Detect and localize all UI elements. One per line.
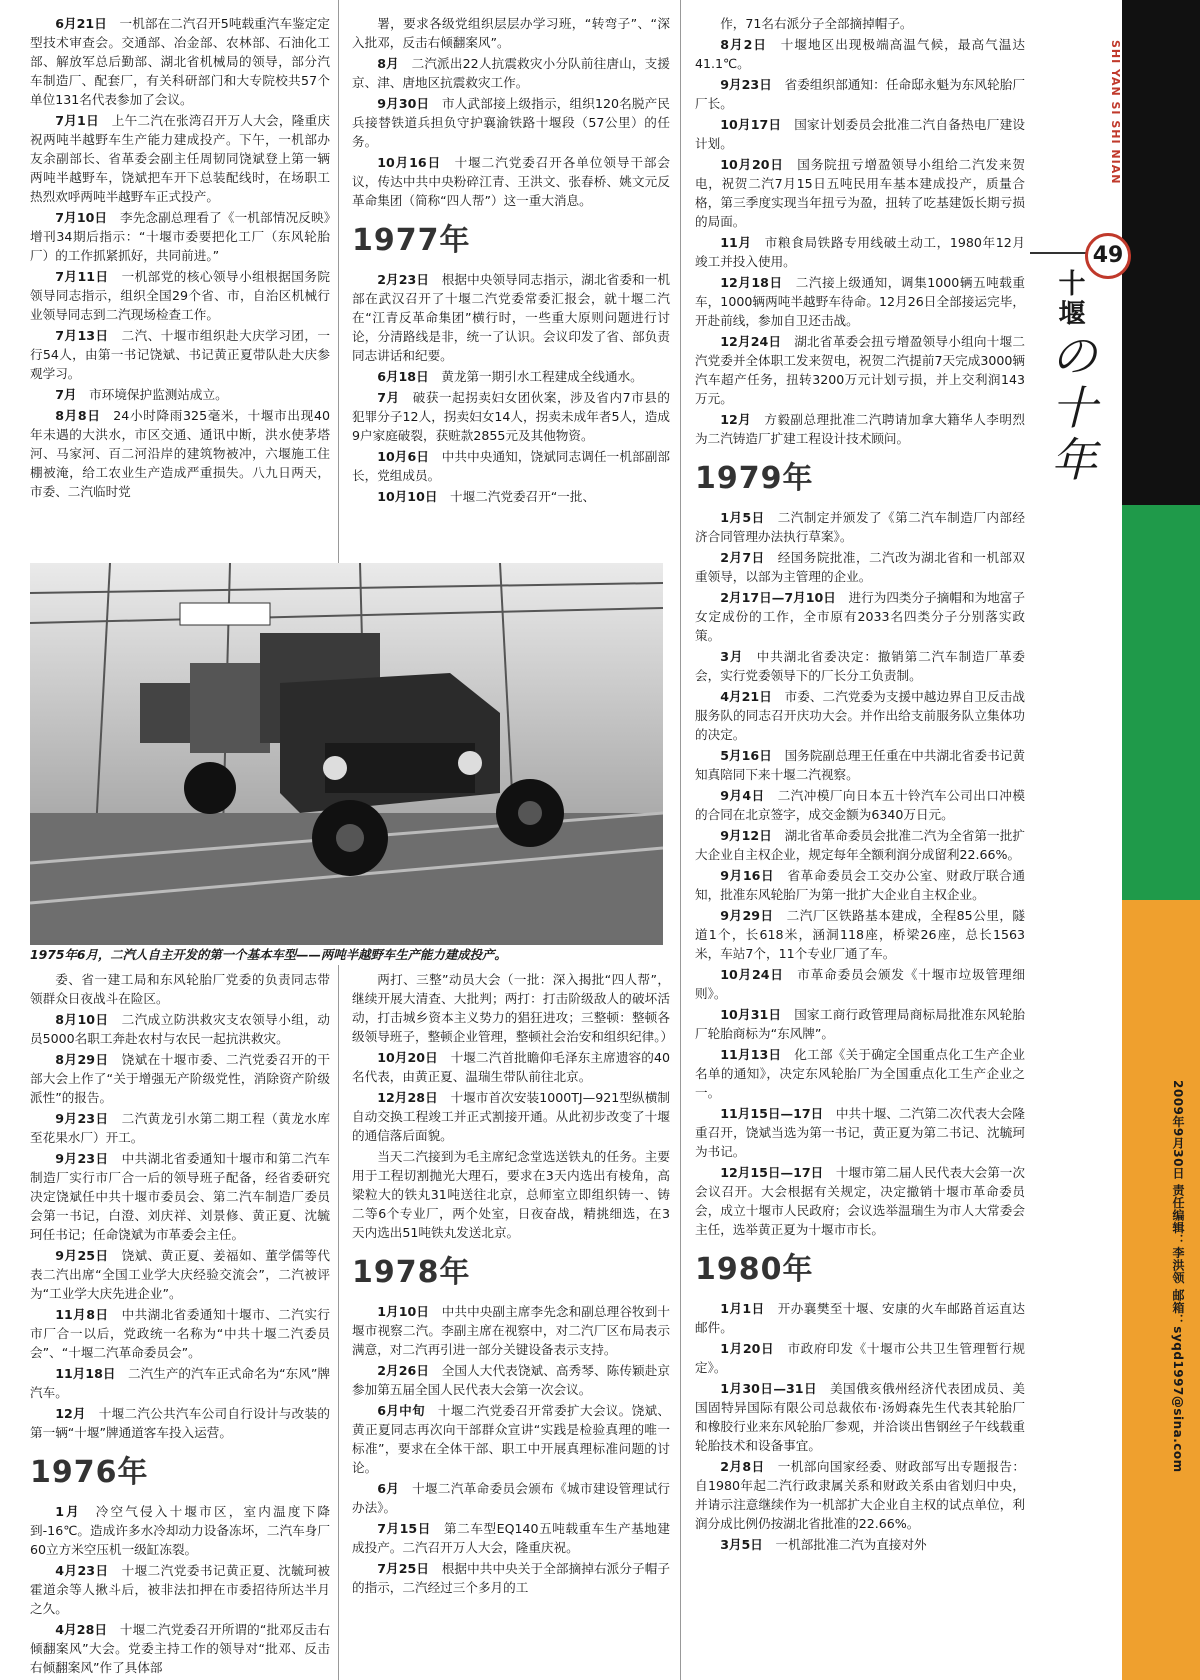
- entry-text: 当天二汽接到为毛主席纪念堂选送铁丸的任务。主要用于工程切割抛光大理石，要求在3天内选出有棱角，高梁粒大的铁丸31吨送往北京，总师室立即组织铸一、铸二等6个专业厂，两个处室，日夜奋战，精挑细选，在3天内选出51吨铁丸发送北京。: [352, 1149, 670, 1240]
- entry-text: 上午二汽在张湾召开万人大会，隆重庆祝两吨半越野车生产能力建成投产。下午，一机部办友余副部长、省革委会副主任周韧同饶斌登上第一辆两吨半越野车，饶斌把车开下总装配线时，在场职工热烈欢呼两吨半越野车正式投产。: [30, 113, 331, 204]
- entry-text: 十堰市第二届人民代表大会第一次会议召开。大会根据有关规定，决定撤销十堰市革命委员会，成立十堰市人民政府；会议选举温瑞生为市人大常委会主任，选举黄正夏为十堰市市长。: [695, 1165, 1026, 1237]
- entry-text: 饶斌在十堰市委、二汽党委召开的干部大会上作了“关于增强无产阶级党性，消除资产阶级派性”的报告。: [30, 1052, 330, 1105]
- entry-date: 10月24日: [720, 967, 784, 982]
- chronicle-entry: [695, 965, 1025, 1003]
- entry-date: 1月10日: [377, 1304, 430, 1319]
- entry-text: 一机部在二汽召开5吨载重汽车鉴定定型技术审查会。交通部、冶金部、农林部、石油化工部、解放军总后勤部、湖北省机械局的领导，部分汽车制造厂、配套厂，有关科研部门和大专院校共57个单位131名代表参加了会议。: [30, 16, 330, 107]
- pinyin-header: SHI YAN SI SHI NIAN: [1109, 40, 1122, 185]
- chronicle-entry: [30, 1109, 330, 1147]
- entry-text: 市革命委员会颁发《十堰市垃圾管理细则》。: [695, 967, 1026, 1001]
- entry-text: 两打、三整”动员大会（一批：深入揭批“四人帮”，继续开展大清查、大批判；两打：打击阶级敌人的破坏活动，打击城乡资本主义势力的猖狂进攻；三整顿：整顿各级领导班子，整顿企业管理，整顿社会治安和组织纪律。）: [352, 972, 674, 1044]
- entry-date: 8月: [377, 56, 399, 71]
- entry-date: 7月10日: [55, 210, 108, 225]
- entry-date: 7月11日: [55, 269, 109, 284]
- entry-date: 7月15日: [377, 1521, 431, 1536]
- entry-text: 根据中央领导同志指示，湖北省委和一机部在武汉召开了十堰二汽党委常委汇报会，就十堰二汽在“江青反革命集团”横行时，一些重大原则问题进行讨论，分清路线是非，统一了认识。会议印发了省、部负责同志讲话和纪要。: [352, 272, 671, 363]
- entry-text: 中共中央副主席李先念和副总理谷牧到十堰市视察二汽。李副主席在视察中，对二汽厂区布局表示满意，对二汽再引进一部分关键设备表示支持。: [352, 1304, 671, 1357]
- chronicle-entry: [695, 273, 1025, 330]
- chronicle-entry: [695, 115, 1025, 153]
- column-2-bottom: [352, 970, 674, 1599]
- entry-list: [30, 1502, 330, 1677]
- entry-text: 中共湖北省委通知十堰市、二汽实行市厂合一以后，党政统一名称为“中共十堰二汽委员会”、“十堰二汽革命委员会”。: [30, 1307, 330, 1360]
- entry-date: 12月24日: [720, 334, 782, 349]
- entry-date: 11月15日—17日: [720, 1106, 824, 1121]
- chronicle-entry: [30, 385, 330, 404]
- entry-date: 9月23日: [720, 77, 772, 92]
- chronicle-entry: [695, 866, 1025, 904]
- entry-date: 1月30日—31日: [720, 1381, 817, 1396]
- chronicle-entry: [352, 1479, 670, 1517]
- column-divider: [338, 0, 339, 563]
- chronicle-entry: [352, 270, 670, 365]
- chronicle-entry: [695, 1045, 1025, 1102]
- chronicle-entry: [30, 1246, 330, 1303]
- column-divider: [338, 965, 339, 1680]
- entry-date: 9月16日: [720, 868, 775, 883]
- year-heading-1977: 1977年: [352, 223, 471, 258]
- chronicle-entry: [695, 1379, 1025, 1455]
- entry-date: 3月: [720, 649, 744, 664]
- entry-text: 根据中共中央关于全部摘掉右派分子帽子的指示，二汽经过三个多月的工: [352, 1561, 671, 1595]
- chronicle-entry: [352, 1088, 670, 1145]
- entry-text: 十堰二汽革命委员会颁布《城市建设管理试行办法》。: [352, 1481, 671, 1515]
- chronicle-entry: [30, 1502, 330, 1559]
- entry-date: 4月28日: [55, 1622, 108, 1637]
- chronicle-entry: [695, 687, 1025, 744]
- chronicle-entry: [30, 1404, 330, 1442]
- entry-text: 市粮食局铁路专用线破土动工，1980年12月竣工并投入使用。: [695, 235, 1025, 269]
- entry-date: 10月20日: [720, 157, 784, 172]
- entry-date: 11月13日: [720, 1047, 782, 1062]
- chronicle-entry: [352, 153, 670, 210]
- entry-text: 全国人大代表饶斌、高秀琴、陈传颖赴京参加第五届全国人民代表大会第一次会议。: [352, 1363, 671, 1397]
- entry-text: 委、省一建工局和东风轮胎厂党委的负责同志带领群众日夜战斗在险区。: [30, 972, 330, 1006]
- entry-date: 2月23日: [377, 272, 430, 287]
- chronicle-entry: [695, 786, 1025, 824]
- year-heading-1978: 1978年: [352, 1255, 471, 1290]
- entry-list: [352, 1302, 670, 1597]
- entry-text: 黄龙第一期引水工程建成全线通水。: [441, 369, 643, 384]
- masthead-forty-years: の十年: [1051, 329, 1097, 487]
- entry-text: 中共十堰、二汽第二次代表大会隆重召开，饶斌当选为第一书记，黄正夏为第二书记、沈毓珂为书记。: [695, 1106, 1026, 1159]
- entry-date: 8月10日: [55, 1012, 109, 1027]
- chronicle-entry: [695, 14, 1025, 33]
- entry-text: 署，要求各级党组织层层办学习班，“转弯子”、“深入批邓，反击右倾翻案风”。: [352, 16, 670, 50]
- chronicle-entry: [695, 1457, 1025, 1533]
- entry-date: 10月6日: [377, 449, 430, 464]
- chronicle-entry: [695, 1299, 1025, 1337]
- chronicle-entry: [30, 1149, 330, 1244]
- entry-text: 经国务院批准，二汽改为湖北省和一机部双重领导，以部为主管理的企业。: [695, 550, 1026, 584]
- entry-date: 2月8日: [720, 1459, 765, 1474]
- entry-text: 十堰二汽首批瞻仰毛泽东主席遗容的40名代表，由黄正夏、温瑞生带队前往北京。: [352, 1050, 670, 1084]
- entry-date: 7月: [55, 387, 77, 402]
- entry-text: 湖北省革委会扭亏增盈领导小组向十堰二汽党委并全体职工发来贺电，祝贺二汽提前7天完成3000辆汽车超产任务，扭转3200万元计划亏损，并上交利润143万元。: [695, 334, 1025, 406]
- chronicle-entry: [30, 970, 330, 1008]
- column-2-top: [352, 14, 670, 508]
- chronicle-entry: [30, 326, 330, 383]
- chronicle-entry: [30, 1305, 330, 1362]
- chronicle-entry: [695, 647, 1025, 685]
- chronicle-entry: [30, 1010, 330, 1048]
- entry-date: 10月31日: [720, 1007, 782, 1022]
- entry-date: 10月20日: [377, 1050, 438, 1065]
- truck-assembly-photo: [30, 563, 663, 945]
- page-number-line: [1030, 252, 1090, 254]
- chronicle-entry: [695, 1535, 1025, 1554]
- entry-list: [695, 14, 1025, 448]
- footer-editor-info: 2009年9月30日 责任编辑：李洪领 邮箱：syqd1997@sina.com: [1171, 1080, 1185, 1473]
- entry-text: 国家工商行政管理局商标局批准东风轮胎厂轮胎商标为“东风牌”。: [695, 1007, 1025, 1041]
- entry-date: 1月: [55, 1504, 81, 1519]
- column-1-top: [30, 14, 330, 503]
- chronicle-entry: [30, 111, 330, 206]
- entry-text: 冷空气侵入十堰市区，室内温度下降到-16℃。造成许多水冷却动力设备冻坏，二汽车身厂60立方米空压机一级缸冻裂。: [30, 1504, 331, 1557]
- entry-text: 二汽、十堰市组织赴大庆学习团，一行54人，由第一书记饶斌、书记黄正夏带队赴大庆参观学习。: [30, 328, 330, 381]
- entry-list: [30, 970, 330, 1442]
- entry-text: 十堰二汽公共汽车公司自行设计与改装的第一辆“十堰”牌通道客车投入运营。: [30, 1406, 331, 1440]
- chronicle-entry: [352, 94, 670, 151]
- chronicle-entry: [352, 1559, 670, 1597]
- entry-date: 8月29日: [55, 1052, 109, 1067]
- entry-date: 7月13日: [55, 328, 109, 343]
- chronicle-entry: [30, 1364, 330, 1402]
- year-heading-1976: 1976年: [30, 1455, 149, 1490]
- entry-text: 十堰二汽党委召开各单位领导干部会议，传达中共中央粉碎江青、王洪文、张春桥、姚文元反革命集团（简称“四人帮”）这一重大消息。: [352, 155, 670, 208]
- entry-text: 化工部《关于确定全国重点化工生产企业名单的通知》，决定东风轮胎厂为全国重点化工生产企业之一。: [695, 1047, 1025, 1100]
- entry-date: 7月1日: [55, 113, 99, 128]
- entry-text: 饶斌、黄正夏、姜福如、董学儒等代表二汽出席“全国工业学大庆经验交流会”，二汽被评为“工业学大庆先进企业”。: [30, 1248, 330, 1301]
- entry-date: 6月中旬: [377, 1403, 426, 1418]
- entry-text: 十堰二汽党委召开常委扩大会议。饶斌、黄正夏同志再次向干部群众宣讲“实践是检验真理的唯一标准”，要求在全体干部、职工中开展真理标准问题的讨论。: [352, 1403, 671, 1475]
- entry-text: 省革命委员会工交办公室、财政厅联合通知，批准东风轮胎厂为第一批扩大企业自主权企业。: [695, 868, 1025, 902]
- entry-date: 8月8日: [55, 408, 101, 423]
- chronicle-entry: [695, 1104, 1025, 1161]
- entry-text: 国务院副总理王任重在中共湖北省委书记黄知真陪同下来十堰二汽视察。: [695, 748, 1025, 782]
- chronicle-entry: [352, 1147, 670, 1242]
- entry-text: 湖北省革命委员会批准二汽为全省第一批扩大企业自主权企业，规定每年全额利润分成留利22.66%。: [695, 828, 1025, 862]
- entry-text: 二汽接上级通知，调集1000辆五吨载重车，1000辆两吨半越野车待命。12月26日全部接运完毕，开赴前线，参加自卫还击战。: [695, 275, 1025, 328]
- entry-date: 9月4日: [720, 788, 765, 803]
- entry-date: 9月12日: [720, 828, 772, 843]
- entry-text: 十堰二汽党委召开所谓的“批邓反击右倾翻案风”大会。党委主持工作的领导对“批邓、反击右倾翻案风”作了具体部: [30, 1622, 330, 1675]
- entry-text: 十堰二汽党委召开“一批、: [450, 489, 596, 504]
- chronicle-entry: [695, 588, 1025, 645]
- entry-date: 6月: [377, 1481, 400, 1496]
- entry-date: 6月21日: [55, 16, 107, 31]
- entry-text: 国家计划委员会批准二汽自备热电厂建设计划。: [695, 117, 1025, 151]
- chronicle-entry: [695, 1163, 1025, 1239]
- entry-list: [30, 14, 330, 501]
- chronicle-entry: [695, 826, 1025, 864]
- entry-date: 5月16日: [720, 748, 772, 763]
- entry-list: [352, 270, 670, 506]
- chronicle-entry: [695, 1339, 1025, 1377]
- entry-text: 一机部党的核心领导小组根据国务院领导同志指示，组织全国29个省、市，自治区机械行业领导同志到二汽现场检查工作。: [30, 269, 330, 322]
- entry-date: 2月26日: [377, 1363, 430, 1378]
- entry-date: 1月1日: [720, 1301, 765, 1316]
- entry-date: 12月: [720, 412, 752, 427]
- chronicle-entry: [352, 1401, 670, 1477]
- entry-date: 12月18日: [720, 275, 783, 290]
- chronicle-entry: [30, 1561, 330, 1618]
- entry-text: 市人武部接上级指示，组织120名脱产民兵接替铁道兵担负守护襄渝铁路十堰段（57公里）的任务。: [352, 96, 670, 149]
- black-band: [1122, 0, 1200, 505]
- page-number: 49: [1085, 233, 1131, 279]
- entry-text: 中共湖北省委决定：撤销第二汽车制造厂革委会，实行党委领导下的厂长分工负责制。: [695, 649, 1026, 683]
- chronicle-entry: [695, 906, 1025, 963]
- column-1-bottom: [30, 970, 330, 1679]
- entry-text: 二汽黄龙引水第二期工程（黄龙水库至花果水厂）开工。: [30, 1111, 330, 1145]
- chronicle-entry: [30, 1620, 330, 1677]
- chronicle-entry: [695, 332, 1025, 408]
- chronicle-entry: [30, 14, 330, 109]
- entry-date: 10月17日: [720, 117, 782, 132]
- entry-date: 9月23日: [55, 1151, 109, 1166]
- entry-date: 1月20日: [720, 1341, 775, 1356]
- entry-date: 11月18日: [55, 1366, 116, 1381]
- entry-text: 进行为四类分子摘帽和为地富子女定成份的工作，全市原有2033名四类分子分别落实政策。: [695, 590, 1026, 643]
- entry-text: 二汽厂区铁路基本建成，全程85公里，隧道1个，长618米，涵洞118座，桥梁26座，总长1563米，车站7个，11个专业厂通了车。: [695, 908, 1025, 961]
- chronicle-entry: [352, 54, 670, 92]
- entry-text: 省委组织部通知：任命邸永魁为东风轮胎厂厂长。: [695, 77, 1025, 111]
- orange-band: [1122, 900, 1200, 1680]
- entry-text: 美国俄亥俄州经济代表团成员、美国固特异国际有限公司总裁依布·汤姆森先生代表其轮胎厂和橡胶行业来东风轮胎厂参观，并洽谈出售钢丝子午线载重轮胎技术和设备事宜。: [695, 1381, 1025, 1453]
- entry-text: 十堰市首次安装1000TJ—921型纵横制自动交换工程竣工并正式割接开通。从此初步改变了十堰的通信落后面貌。: [352, 1090, 670, 1143]
- entry-text: 二汽冲模厂向日本五十铃汽车公司出口冲模的合同在北京签字，成交金额为6340万日元。: [695, 788, 1026, 822]
- entry-list: [352, 970, 674, 1242]
- chronicle-entry: [352, 487, 670, 506]
- entry-text: 十堰地区出现极端高温气候，最高气温达41.1℃。: [695, 37, 1026, 71]
- chronicle-entry: [695, 410, 1025, 448]
- photo-caption: 1975年6月，二汽人自主开发的第一个基本车型——两吨半越野车生产能力建成投产。: [30, 947, 507, 962]
- entry-date: 4月21日: [720, 689, 772, 704]
- entry-list: [352, 14, 670, 210]
- year-heading-1980: 1980年: [695, 1252, 814, 1287]
- masthead-shiyan: 十堰: [1058, 269, 1086, 330]
- entry-text: 二汽成立防洪救灾支农领导小组，动员5000名职工奔赴农村与农民一起抗洪救灾。: [30, 1012, 330, 1046]
- entry-date: 9月30日: [377, 96, 430, 111]
- entry-text: 破获一起拐卖妇女团伙案，涉及省内7市县的犯罪分子12人，拐卖妇女14人，拐卖未成年者5人，造成9户家庭破裂，获赃款2855元及其他物资。: [352, 390, 671, 443]
- chronicle-entry: [352, 1302, 670, 1359]
- chronicle-entry: [352, 1048, 670, 1086]
- entry-text: 作，71名右派分子全部摘掉帽子。: [720, 16, 913, 31]
- entry-text: 二汽生产的汽车正式命名为“东风”牌汽车。: [30, 1366, 330, 1400]
- column-divider: [680, 0, 681, 1680]
- entry-date: 7月25日: [377, 1561, 430, 1576]
- entry-date: 2月7日: [720, 550, 765, 565]
- entry-date: 7月: [377, 390, 400, 405]
- chronicle-entry: [695, 508, 1025, 546]
- chronicle-entry: [352, 1361, 670, 1399]
- entry-date: 11月8日: [55, 1307, 109, 1322]
- chronicle-entry: [30, 1050, 330, 1107]
- chronicle-entry: [352, 447, 670, 485]
- chronicle-entry: [695, 233, 1025, 271]
- chronicle-entry: [30, 208, 330, 265]
- entry-text: 一机部批准二汽为直接对外: [775, 1537, 927, 1552]
- entry-list: [695, 508, 1025, 1239]
- column-3: [695, 14, 1025, 1556]
- entry-text: 十堰二汽党委书记黄正夏、沈毓珂被霍道余等人揪斗后，被非法扣押在市委招待所达半月之久。: [30, 1563, 330, 1616]
- chronicle-entry: [30, 267, 330, 324]
- chronicle-entry: [695, 746, 1025, 784]
- entry-date: 9月23日: [55, 1111, 109, 1126]
- entry-date: 11月: [720, 235, 752, 250]
- entry-date: 9月29日: [720, 908, 774, 923]
- entry-date: 12月: [55, 1406, 86, 1421]
- entry-date: 8月2日: [720, 37, 768, 52]
- truck-photo-illustration: [30, 563, 663, 945]
- chronicle-entry: [352, 14, 670, 52]
- year-heading-1979: 1979年: [695, 461, 814, 496]
- entry-date: 2月17日—7月10日: [720, 590, 836, 605]
- entry-text: 一机部向国家经委、财政部写出专题报告：自1980年起二汽行政隶属关系和财政关系由省划归中央，并请示注意继续作为一机部扩大企业自主权的试点单位，利润分成比例仍按湖北省批准的22.66%。: [695, 1459, 1026, 1531]
- chronicle-entry: [695, 1005, 1025, 1043]
- entry-date: 12月15日—17日: [720, 1165, 824, 1180]
- side-color-band: [1122, 0, 1200, 1680]
- entry-date: 10月16日: [377, 155, 442, 170]
- entry-text: 市政府印发《十堰市公共卫生管理暂行规定》。: [695, 1341, 1025, 1375]
- entry-date: 1月5日: [720, 510, 765, 525]
- entry-text: 二汽制定并颁发了《第二汽车制造厂内部经济合同管理办法执行草案》。: [695, 510, 1026, 544]
- chronicle-entry: [352, 367, 670, 386]
- entry-text: 市环境保护监测站成立。: [89, 387, 228, 402]
- entry-text: 开办襄樊至十堰、安康的火车邮路首运直达邮件。: [695, 1301, 1026, 1335]
- entry-text: 市委、二汽党委为支援中越边界自卫反击战服务队的同志召开庆功大会。并作出给支前服务队立集体功的决定。: [695, 689, 1025, 742]
- chronicle-entry: [695, 548, 1025, 586]
- chronicle-entry: [695, 155, 1025, 231]
- green-band: [1122, 505, 1200, 900]
- chronicle-entry: [352, 388, 670, 445]
- entry-date: 6月18日: [377, 369, 429, 384]
- entry-text: 第二车型EQ140五吨载重车生产基地建成投产。二汽召开万人大会，隆重庆祝。: [352, 1521, 670, 1555]
- chronicle-entry: [695, 75, 1025, 113]
- entry-text: 方毅副总理批准二汽聘请加拿大籍华人李明烈为二汽铸造厂扩建工程设计技术顾问。: [695, 412, 1026, 446]
- entry-date: 3月5日: [720, 1537, 763, 1552]
- entry-text: 中共中央通知，饶斌同志调任一机部副部长，党组成员。: [352, 449, 671, 483]
- entry-date: 12月28日: [377, 1090, 438, 1105]
- entry-text: 李先念副总理看了《一机部情况反映》增刊34期后指示：“十堰市委要把化工厂（东风轮胎厂）的工作抓紧抓好，共同前进。”: [30, 210, 330, 263]
- entry-list: [695, 1299, 1025, 1554]
- chronicle-entry: [30, 406, 330, 501]
- entry-text: 中共湖北省委通知十堰市和第二汽车制造厂实行市厂合一后的领导班子配备，经省委研究决定饶斌任中共十堰市委员会、第二汽车制造厂委员会第一书记，白澄、刘庆祥、刘景修、黄正夏、沈毓珂任书记；任命饶斌为市革委会主任。: [30, 1151, 330, 1242]
- chronicle-entry: [352, 970, 674, 1046]
- entry-date: 9月25日: [55, 1248, 109, 1263]
- chronicle-entry: [352, 1519, 670, 1557]
- entry-date: 10月10日: [377, 489, 438, 504]
- entry-date: 4月23日: [55, 1563, 109, 1578]
- entry-text: 24小时降雨325毫米，十堰市出现40年未遇的大洪水，市区交通、通讯中断，洪水使茅塔河、马家河、百二河沿岸的建筑物被冲，六堰施工住棚被淹，给工农业生产造成严重损失。八九日两天，市委、二汽临时党: [30, 408, 330, 499]
- entry-text: 国务院扭亏增盈领导小组给二汽发来贺电，祝贺二汽7月15日五吨民用车基本建成投产，质量合格，第三季度实现当年扭亏为盈，扭转了吃基建饭长期亏损的局面。: [695, 157, 1026, 229]
- entry-text: 二汽派出22人抗震救灾小分队前往唐山，支援京、津、唐地区抗震救灾工作。: [352, 56, 670, 90]
- chronicle-entry: [695, 35, 1025, 73]
